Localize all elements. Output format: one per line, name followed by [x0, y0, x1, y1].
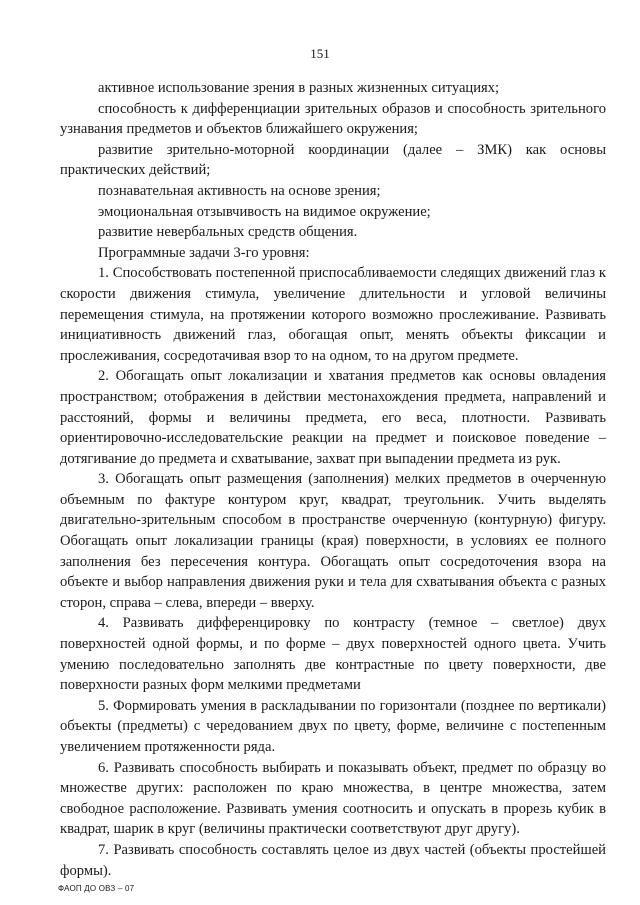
paragraph-goal-zmk: развитие зрительно-моторной координации (далее – ЗМК) как основы практических действий; [60, 141, 606, 179]
task-item-5: 5. Формировать умения в раскладывании по горизонтали (позднее по вертикали) объекты (предметы) с чередованием двух по цвету, форме, величине с постепенным увеличением протяженности ряда. [60, 697, 606, 755]
section-heading-level-3: Программные задачи 3-го уровня: [98, 244, 310, 261]
paragraph-goal-emotional: эмоциональная отзывчивость на видимое окружение; [98, 203, 431, 220]
task-item-1: 1. Способствовать постепенной приспосабливаемости следящих движений глаз к скорости движения стимула, увеличение длительности и угловой величины перемещения стимула, на протяжении которого возможно прослеживание. Развивать инициативность движений глаз, обогащая опыт, менять объекты фиксации и прослеживания, сосредотачивая взор то на одном, то на другом предмете. [60, 265, 606, 364]
task-item-4: 4. Развивать дифференцировку по контрасту (темное – светлое) двух поверхностей одной формы, и по форме – двух поверхностей одного цвета. Учить умению последовательно заполнять две контрастные по цвету поверхности, две поверхности разных форм мелкими предметами [60, 615, 606, 694]
paragraph-goal-differentiation: способность к дифференциации зрительных образов и способность зрительного узнавания предметов и объектов ближайшего окружения; [60, 100, 606, 138]
document-footer: ФАОП ДО ОВЗ – 07 [58, 884, 135, 893]
paragraph-goal-nonverbal: развитие невербальных средств общения. [98, 224, 358, 241]
page-number: 151 [310, 46, 330, 61]
page-body [60, 78, 606, 881]
paragraph-goal-cognitive: познавательная активность на основе зрения; [98, 182, 381, 199]
task-item-7: 7. Развивать способность составлять целое из двух частей (объекты простейшей формы). [60, 841, 606, 879]
paragraph-goal-vision-use: активное использование зрения в разных жизненных ситуациях; [98, 80, 500, 96]
task-item-3: 3. Обогащать опыт размещения (заполнения) мелких предметов в очерченную объемным по фактуре контуром круг, квадрат, треугольник. Учить выделять двигательно-зрительным способом в пространстве очерченную (контурную) фигуру. Обогащать опыт локализации границы (края) поверхности, в условиях ее полного заполнения без пересечения контура. Обогащать опыт сосредоточения взора на объекте и выбор направления движения руки и тела для схватывания объекта с разных сторон, справа – слева, впереди – вверху. [60, 471, 606, 611]
task-item-6: 6. Развивать способность выбирать и показывать объект, предмет по образцу во множестве других: расположен по краю множества, в центре множества, затем свободное расположение. Развивать умения соотносить и опускать в прорезь кубик в квадрат, шарик в круг (величины практически соответствуют друг другу). [60, 759, 606, 838]
task-item-2: 2. Обогащать опыт локализации и хватания предметов как основы овладения пространством; отображения в действии местонахождения предмета, направлений и расстояний, формы и величины предмета, его веса, плотности. Развивать ориентировочно-исследовательские реакции на предмет и поисковое поведение – дотягивание до предмета и схватывание, захват при выпадении предмета из рук. [60, 368, 606, 467]
